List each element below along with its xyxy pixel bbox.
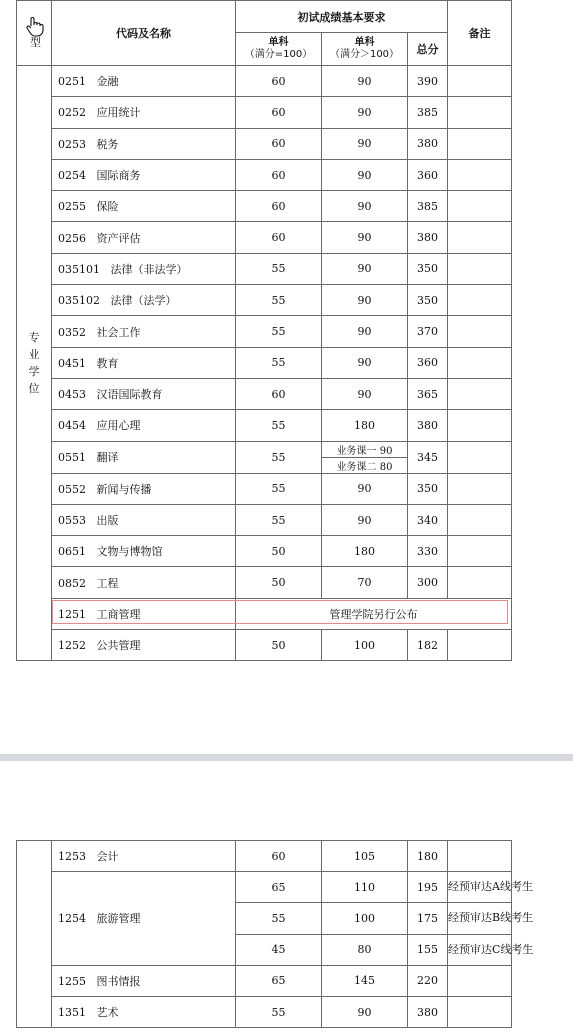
program-name: 国际商务: [96, 169, 141, 183]
program-name: 金融: [96, 75, 119, 89]
single-100-header-line1: 单科: [268, 37, 289, 48]
single-100-value: 60: [236, 191, 322, 222]
single-gt100-value: 100: [322, 630, 408, 661]
table-row: [17, 965, 512, 996]
program-name: 税务: [96, 137, 119, 151]
single-gt100-value: 70: [322, 567, 408, 598]
table-row: [17, 66, 512, 97]
total-value: 195: [408, 872, 448, 903]
program-code: 0253: [58, 137, 86, 151]
single-100-value: 50: [236, 567, 322, 598]
single-gt100-value: 145: [322, 965, 408, 996]
program-name-cell: [52, 598, 236, 629]
merged-note-cell: 管理学院另行公布: [236, 598, 512, 629]
remarks-cell: 经预审达A线考生: [448, 872, 512, 903]
table-row: [17, 536, 512, 567]
total-value: 390: [408, 66, 448, 97]
program-name-cell: [52, 965, 236, 996]
table-row: [17, 316, 512, 347]
remarks-cell: [448, 128, 512, 159]
total-value: 155: [408, 934, 448, 965]
total-value: 360: [408, 347, 448, 378]
total-value: 380: [408, 222, 448, 253]
single-gt100-value: 90: [322, 473, 408, 504]
program-code: 0254: [58, 169, 86, 183]
program-name-cell: [52, 841, 236, 872]
remarks-cell: [448, 347, 512, 378]
remarks-cell: [448, 191, 512, 222]
program-code: 1252: [58, 639, 86, 653]
table-row: [17, 347, 512, 378]
program-code: 0553: [58, 514, 86, 527]
remarks-cell: [448, 285, 512, 316]
program-name-cell: [52, 191, 236, 222]
single-gt100-header-line2: （满分＞100）: [329, 49, 400, 60]
program-name: 社会工作: [96, 325, 141, 339]
code-name-header: 代码及名称: [52, 1, 236, 66]
total-value: 385: [408, 191, 448, 222]
page-separator: [0, 754, 573, 761]
single-gt100-value: 90: [322, 996, 408, 1027]
table-row: [17, 872, 512, 903]
program-name-cell: [52, 872, 236, 966]
program-code: 0453: [58, 388, 86, 402]
program-name: 出版: [96, 514, 119, 527]
program-name-cell: [52, 504, 236, 535]
single-100-value: 50: [236, 630, 322, 661]
split-value: 业务课一 90: [322, 442, 407, 458]
total-value: 350: [408, 285, 448, 316]
total-value: 180: [408, 841, 448, 872]
requirements-header: 初试成绩基本要求: [236, 1, 448, 33]
program-name-cell: [52, 222, 236, 253]
total-value: 380: [408, 128, 448, 159]
remarks-cell: [448, 567, 512, 598]
total-value: 182: [408, 630, 448, 661]
total-value: 365: [408, 378, 448, 409]
total-value: 370: [408, 316, 448, 347]
total-value: 380: [408, 410, 448, 441]
program-code: 0251: [58, 75, 86, 89]
program-code: 0551: [58, 451, 86, 465]
remarks-cell: [448, 222, 512, 253]
table-row: [17, 410, 512, 441]
program-name: 保险: [96, 200, 119, 214]
program-name: 旅游管理: [96, 912, 141, 926]
single-gt100-value: 105: [322, 841, 408, 872]
total-value: 380: [408, 996, 448, 1027]
single-gt100-value: 180: [322, 536, 408, 567]
single-gt100-value: 90: [322, 191, 408, 222]
total-value: 385: [408, 97, 448, 128]
single-gt100-value: 110: [322, 872, 408, 903]
category-label: 专业学位: [28, 331, 40, 396]
category-cell: [17, 841, 52, 1028]
program-name: 新闻与传播: [96, 482, 152, 496]
total-value: 360: [408, 159, 448, 190]
split-value: 业务课二 80: [336, 461, 393, 473]
admission-score-table: [16, 0, 512, 661]
single-gt100-value: 90: [322, 347, 408, 378]
program-code: 0651: [58, 545, 86, 559]
single-100-value: 60: [236, 378, 322, 409]
table-row: [17, 841, 512, 872]
program-code: 035102: [58, 294, 100, 308]
total-value: 340: [408, 504, 448, 535]
single-100-value: 55: [236, 441, 322, 473]
remarks-cell: [448, 630, 512, 661]
program-name: 艺术: [96, 1006, 119, 1020]
single-100-value: 55: [236, 285, 322, 316]
table-row: [17, 128, 512, 159]
table-row: [17, 441, 512, 473]
program-name-cell: [52, 285, 236, 316]
program-code: 0552: [58, 482, 86, 496]
table-row: [17, 253, 512, 284]
program-name: 资产评估: [96, 231, 141, 245]
single-100-value: 45: [236, 934, 322, 965]
total-value: 220: [408, 965, 448, 996]
table-row: [17, 97, 512, 128]
program-name: 应用心理: [96, 419, 141, 433]
remarks-cell: 经预审达C线考生: [448, 934, 512, 965]
program-code: 0252: [58, 106, 86, 120]
single-100-value: 55: [236, 347, 322, 378]
total-value: 345: [408, 441, 448, 473]
total-header: 总分: [408, 33, 448, 66]
total-value: 175: [408, 903, 448, 934]
program-name-cell: [52, 378, 236, 409]
table-row: [17, 378, 512, 409]
program-name-cell: [52, 410, 236, 441]
program-name: 应用统计: [96, 106, 141, 120]
program-name: 法律（法学）: [110, 294, 177, 308]
single-gt100-split-cell: [322, 441, 408, 473]
single-100-value: 55: [236, 253, 322, 284]
program-name-cell: [52, 567, 236, 598]
program-code: 1253: [58, 850, 86, 864]
program-name-cell: [52, 630, 236, 661]
program-name: 汉语国际教育: [96, 388, 163, 402]
single-100-value: 55: [236, 996, 322, 1027]
single-gt100-header: [322, 33, 408, 66]
total-value: 350: [408, 253, 448, 284]
single-100-value: 60: [236, 841, 322, 872]
remarks-header: 备注: [448, 1, 512, 66]
program-code: 1351: [58, 1006, 86, 1020]
table-row: [17, 504, 512, 535]
remarks-cell: [448, 378, 512, 409]
remarks-cell: [448, 441, 512, 473]
single-gt100-header-line1: 单科: [354, 37, 375, 48]
program-code: 035101: [58, 262, 100, 276]
program-code: 0454: [58, 419, 86, 433]
program-code: 0256: [58, 231, 86, 245]
program-name: 教育: [96, 356, 119, 370]
single-100-value: 60: [236, 222, 322, 253]
single-gt100-value: 90: [322, 285, 408, 316]
total-value: 330: [408, 536, 448, 567]
table-row: [17, 630, 512, 661]
program-name: 图书情报: [96, 974, 141, 988]
single-100-value: 60: [236, 159, 322, 190]
program-name: 翻译: [96, 451, 119, 465]
single-100-value: 55: [236, 473, 322, 504]
single-gt100-value: 180: [322, 410, 408, 441]
program-name-cell: [52, 316, 236, 347]
remarks-cell: [448, 159, 512, 190]
single-gt100-value: 90: [322, 316, 408, 347]
single-100-value: 60: [236, 128, 322, 159]
single-100-header-line2: （满分=100）: [244, 49, 313, 60]
single-100-value: 65: [236, 965, 322, 996]
remarks-cell: [448, 66, 512, 97]
remarks-cell: [448, 504, 512, 535]
remarks-cell: [448, 410, 512, 441]
program-name: 文物与博物馆: [96, 545, 163, 559]
program-name-cell: [52, 536, 236, 567]
category-cell: [17, 66, 52, 661]
table-row: [17, 598, 512, 629]
remarks-cell: [448, 841, 512, 872]
program-name-cell: [52, 473, 236, 504]
single-100-value: 65: [236, 872, 322, 903]
program-name-cell: [52, 441, 236, 473]
program-name: 工程: [96, 576, 119, 590]
program-name-cell: [52, 347, 236, 378]
type-header-label: 型: [30, 36, 41, 49]
table-row: [17, 567, 512, 598]
program-code: 0451: [58, 356, 86, 370]
program-name: 公共管理: [96, 639, 141, 653]
single-gt100-value: 90: [322, 222, 408, 253]
single-gt100-value: 90: [322, 97, 408, 128]
remarks-cell: [448, 253, 512, 284]
program-name: 法律（非法学）: [110, 262, 188, 276]
single-100-value: 55: [236, 504, 322, 535]
single-100-value: 60: [236, 66, 322, 97]
program-code: 0255: [58, 200, 86, 214]
single-gt100-value: 90: [322, 159, 408, 190]
single-100-value: 60: [236, 97, 322, 128]
program-name: 会计: [96, 850, 119, 864]
table-row: [17, 473, 512, 504]
total-value: 350: [408, 473, 448, 504]
single-gt100-value: 100: [322, 903, 408, 934]
remarks-cell: [448, 316, 512, 347]
table-row: [17, 285, 512, 316]
table-row: [17, 191, 512, 222]
remarks-cell: [448, 473, 512, 504]
program-code: 1255: [58, 974, 86, 988]
table-row: [17, 996, 512, 1027]
program-name: 工商管理: [96, 607, 141, 621]
program-code: 1251: [58, 607, 86, 621]
total-value: 300: [408, 567, 448, 598]
program-name-cell: [52, 97, 236, 128]
table-row: [17, 159, 512, 190]
admission-score-table-continued: [16, 840, 534, 1028]
table-row: [17, 222, 512, 253]
split-values: [322, 442, 407, 473]
remarks-cell: [448, 97, 512, 128]
remarks-cell: 经预审达B线考生: [448, 903, 512, 934]
single-gt100-value: 90: [322, 378, 408, 409]
single-gt100-value: 90: [322, 128, 408, 159]
program-name-cell: [52, 253, 236, 284]
remarks-cell: [448, 536, 512, 567]
remarks-cell: [448, 965, 512, 996]
single-100-value: 55: [236, 903, 322, 934]
program-code: 0352: [58, 325, 86, 339]
single-100-value: 55: [236, 316, 322, 347]
single-100-value: 50: [236, 536, 322, 567]
program-code: 1254: [58, 912, 86, 926]
program-code: 0852: [58, 576, 86, 590]
single-100-header: [236, 33, 322, 66]
program-name-cell: [52, 996, 236, 1027]
single-100-value: 55: [236, 410, 322, 441]
remarks-cell: [448, 996, 512, 1027]
program-name-cell: [52, 128, 236, 159]
single-gt100-value: 90: [322, 504, 408, 535]
single-gt100-value: 90: [322, 253, 408, 284]
program-name-cell: [52, 159, 236, 190]
program-name-cell: [52, 66, 236, 97]
single-gt100-value: 90: [322, 66, 408, 97]
single-gt100-value: 80: [322, 934, 408, 965]
